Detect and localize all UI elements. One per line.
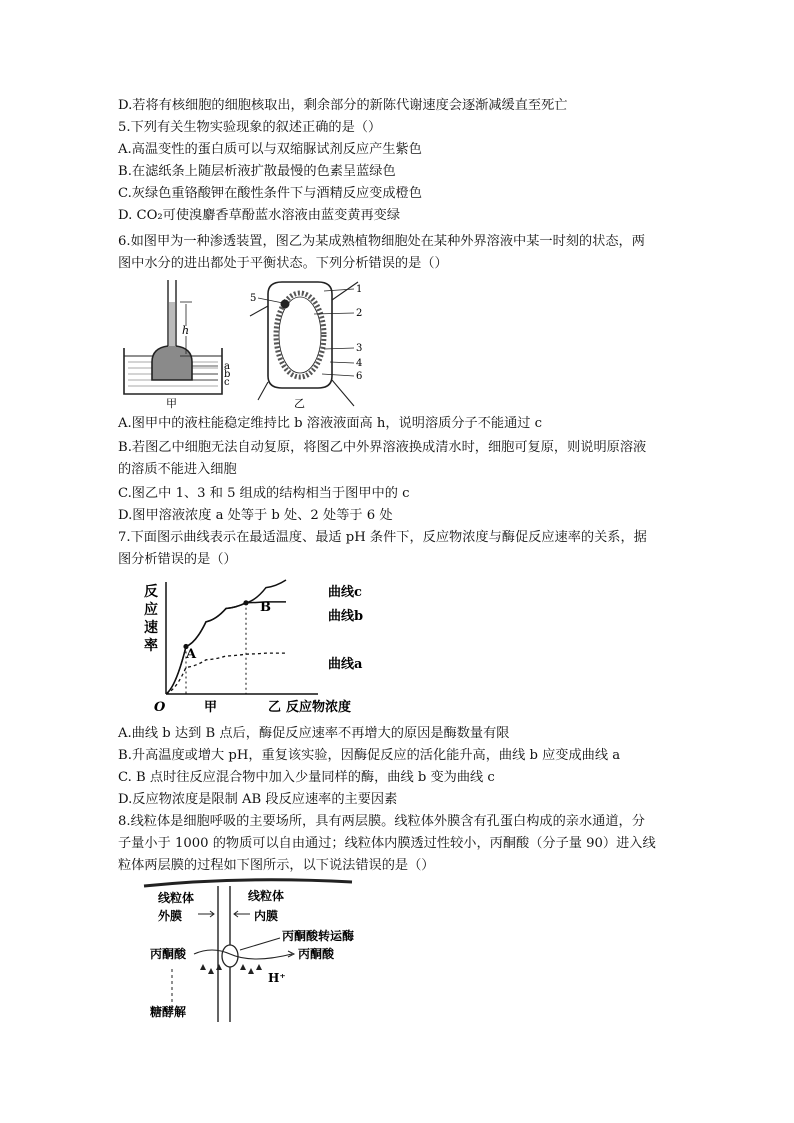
text-line: D.反应物浓度是限制 AB 段反应速率的主要因素 xyxy=(118,792,398,807)
label-6: 6 xyxy=(356,371,363,382)
text-line: 8.线粒体是细胞呼吸的主要场所，具有两层膜。线粒体外膜含有孔蛋白构成的亲水通道，分 xyxy=(118,814,645,829)
text-line: 6.如图甲为一种渗透装置，图乙为某成熟植物细胞处在某种外界溶液中某一时刻的状态，两 xyxy=(118,234,645,249)
plant-cell-diagram xyxy=(250,282,358,406)
curve-line xyxy=(166,653,286,694)
text-line: 7.下面图示曲线表示在最适温度、最适 pH 条件下，反应物浓度与酶促反应速率的关系，据 xyxy=(118,530,647,545)
beaker-diagram xyxy=(124,280,222,394)
label-3: 3 xyxy=(356,343,363,354)
text-line: 子量小于 1000 的物质可以自由通过；线粒体内膜透过性较小，丙酮酸（分子量 90）进入线 xyxy=(118,836,656,851)
x-tick-jia: 甲 xyxy=(204,700,218,715)
label-mitochondria: 线粒体 xyxy=(158,891,195,905)
x-tick-yi: 乙 xyxy=(268,700,282,715)
label-5: 5 xyxy=(250,293,257,304)
curve-b-label: 曲线b xyxy=(328,609,364,624)
label-outer-membrane: 外膜 xyxy=(158,909,183,923)
text-line: B.升高温度或增大 pH，重复该实验，因酶促反应的活化能升高，曲线 b 应变成曲线 a xyxy=(118,748,621,763)
label-a: a xyxy=(224,361,230,372)
text-line: 图分析错误的是（） xyxy=(118,552,237,567)
point-a-label: A xyxy=(186,647,197,662)
text-line: D. CO₂可使溴麝香草酚蓝水溶液由蓝变黄再变绿 xyxy=(118,208,401,223)
curve-c-label: 曲线c xyxy=(328,585,362,600)
text-line: D.图甲溶液浓度 a 处等于 b 处、2 处等于 6 处 xyxy=(118,508,393,523)
text-line: A.高温变性的蛋白质可以与双缩脲试剂反应产生紫色 xyxy=(118,142,422,157)
text-line: A.曲线 b 达到 B 点后，酶促反应速率不再增大的原因是酶数量有限 xyxy=(118,726,510,741)
point-b-label: B xyxy=(260,600,271,615)
label-b: b xyxy=(224,369,231,380)
text-line: 的溶质不能进入细胞 xyxy=(118,462,237,477)
text-line: 图中水分的进出都处于平衡状态。下列分析错误的是（） xyxy=(118,256,448,271)
text-line: A.图甲中的液柱能稳定维持比 b 溶液液面高 h，说明溶质分子不能通过 c xyxy=(118,416,543,431)
label-h-plus: H⁺ xyxy=(268,971,286,985)
figure-osmosis xyxy=(118,276,368,410)
text-line: C.图乙中 1、3 和 5 组成的结构相当于图甲中的 c xyxy=(118,486,410,501)
label-4: 4 xyxy=(356,358,363,369)
y-label-char: 应 xyxy=(144,602,158,618)
curve-line xyxy=(166,580,286,694)
origin-label: O xyxy=(154,700,166,715)
curve-a-label: 曲线a xyxy=(328,657,363,672)
label-c: c xyxy=(224,377,230,388)
figure-mitochondria xyxy=(142,876,360,1026)
label-mitochondria: 线粒体 xyxy=(248,889,285,903)
label-h: h xyxy=(182,324,190,337)
y-label-char: 速 xyxy=(144,620,158,636)
label-inner-membrane: 内膜 xyxy=(254,909,279,923)
chart-reaction-rate xyxy=(142,574,392,716)
text-line: B.在滤纸条上随层析液扩散最慢的色素呈蓝绿色 xyxy=(118,164,396,179)
text-line: D.若将有核细胞的细胞核取出，剩余部分的新陈代谢速度会逐渐减缓直至死亡 xyxy=(118,98,568,113)
text-line: C.灰绿色重铬酸钾在酸性条件下与酒精反应变成橙色 xyxy=(118,186,422,201)
label-jia: 甲 xyxy=(166,397,177,410)
label-pyruvate: 丙酮酸 xyxy=(298,947,335,961)
text-line: 5.下列有关生物实验现象的叙述正确的是（） xyxy=(118,120,382,135)
text-line: 粒体两层膜的过程如下图所示，以下说法错误的是（） xyxy=(118,858,435,873)
text-line: B.若图乙中细胞无法自动复原，将图乙中外界溶液换成清水时，细胞可复原，则说明原溶液 xyxy=(118,440,647,455)
y-label-char: 反 xyxy=(144,584,158,600)
label-yi: 乙 xyxy=(294,397,305,410)
label-glycolysis: 糖酵解 xyxy=(150,1005,187,1019)
label-pyruvate-transporter: 丙酮酸转运酶 xyxy=(282,929,355,943)
label-pyruvate: 丙酮酸 xyxy=(150,947,187,961)
x-axis-label: 反应物浓度 xyxy=(286,700,352,715)
label-2: 2 xyxy=(356,308,363,319)
y-label-char: 率 xyxy=(144,638,158,654)
label-1: 1 xyxy=(356,284,363,295)
text-line: C. B 点时往反应混合物中加入少量同样的酶，曲线 b 变为曲线 c xyxy=(118,770,495,785)
